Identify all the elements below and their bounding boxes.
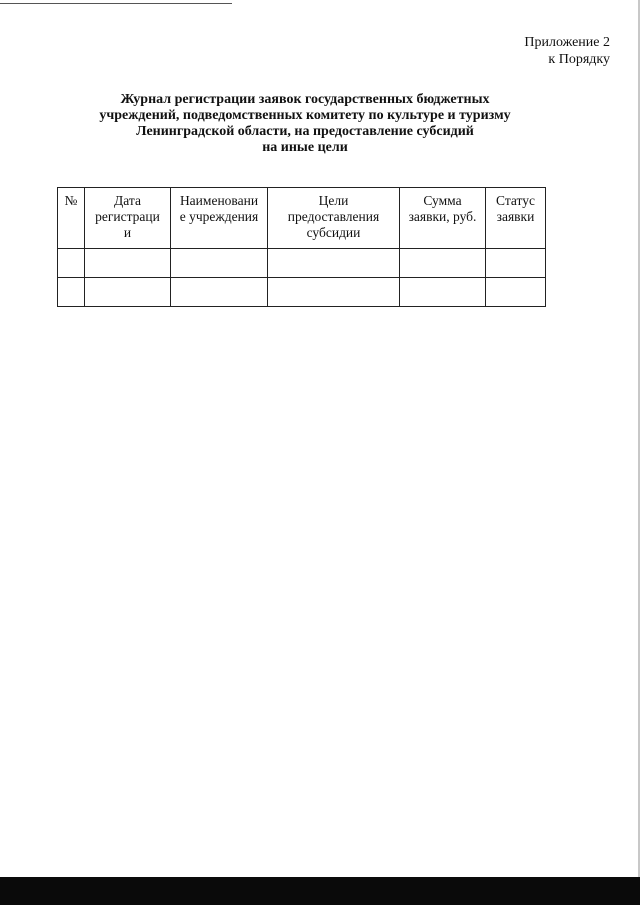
table-row [58, 249, 546, 278]
appendix-reference: к Порядку [548, 52, 610, 67]
registration-journal-table [57, 187, 546, 307]
title-line-2: учреждений, подведомственных комитету по культуре и туризму [99, 108, 511, 123]
header-line: предоставления [287, 209, 380, 224]
header-request-status [486, 188, 546, 249]
header-request-amount [400, 188, 486, 249]
table-cell [486, 249, 546, 278]
header-number [58, 188, 85, 249]
table-cell [171, 249, 268, 278]
table-cell [58, 278, 85, 307]
appendix-number: Приложение 2 [524, 35, 610, 50]
header-institution-name [171, 188, 268, 249]
table-cell [171, 278, 268, 307]
header-line: Дата [114, 193, 141, 208]
header-line: Сумма [423, 193, 462, 208]
table-cell [400, 278, 486, 307]
header-registration-date [85, 188, 171, 249]
header-line: № [64, 193, 78, 208]
title-line-3: Ленинградской области, на предоставление субсидий [136, 124, 474, 139]
appendix-note [524, 34, 610, 68]
scan-bottom-bar [0, 877, 640, 905]
header-line: е учреждения [179, 209, 259, 224]
table-row [58, 278, 546, 307]
document-title [60, 92, 550, 156]
title-line-4: на иные цели [262, 140, 348, 155]
table-header-row [58, 188, 546, 249]
header-line: заявки, руб. [408, 209, 477, 224]
header-line: заявки [496, 209, 535, 224]
title-line-1: Журнал регистрации заявок государственных бюджетных [120, 92, 490, 107]
table-cell [85, 249, 171, 278]
header-line: и [123, 225, 132, 240]
header-line: регистраци [95, 209, 160, 224]
header-line: Статус [496, 193, 535, 208]
header-line: субсидии [306, 225, 361, 240]
table-cell [268, 249, 400, 278]
table-cell [400, 249, 486, 278]
scan-edge-line [0, 3, 232, 4]
header-subsidy-purpose [268, 188, 400, 249]
table-cell [486, 278, 546, 307]
table-cell [58, 249, 85, 278]
header-line: Цели [318, 193, 349, 208]
header-line: Наименовани [179, 193, 259, 208]
table-cell [268, 278, 400, 307]
table-cell [85, 278, 171, 307]
